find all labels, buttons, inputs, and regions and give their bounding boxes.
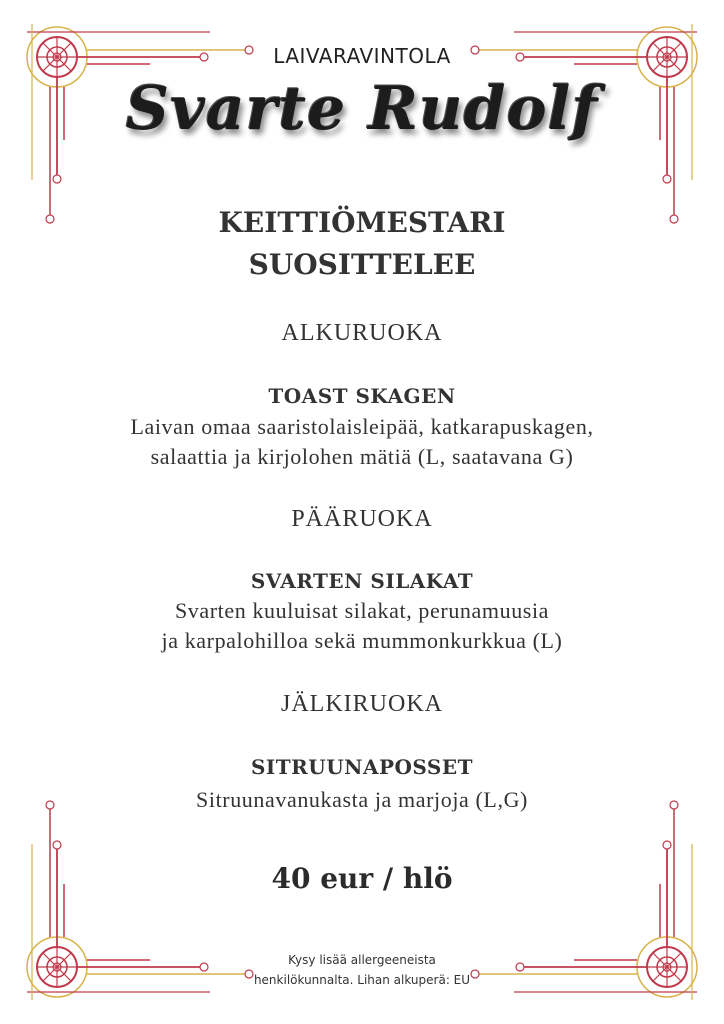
restaurant-logo: Svarte Rudolf xyxy=(125,74,599,144)
menu-price: 40 eur / hlö xyxy=(271,862,453,895)
course-label-starter: ALKURUOKA xyxy=(281,320,443,346)
course-label-main: PÄÄRUOKA xyxy=(291,506,433,532)
dish-description-line: salaattia ja kirjolohen mätiä (L, saatavana G) xyxy=(150,444,574,469)
heading-line-2: SUOSITTELEE xyxy=(248,248,476,281)
allergen-note xyxy=(0,950,724,990)
dish-description-line: Sitruunavanukasta ja marjoja (L,G) xyxy=(196,787,528,812)
dish-description-dessert xyxy=(0,785,724,815)
course-label-dessert: JÄLKIRUOKA xyxy=(281,691,443,717)
dish-description-main xyxy=(0,596,724,656)
dish-description-line: Svarten kuuluisat silakat, perunamuusia xyxy=(174,598,550,623)
page-heading xyxy=(0,202,724,286)
dish-description-line: Laivan omaa saaristolaisleipää, katkarapuskagen, xyxy=(130,414,594,439)
dish-description-starter xyxy=(0,412,724,472)
heading-line-1: KEITTIÖMESTARI xyxy=(218,206,506,239)
allergen-note-line-2: henkilökunnalta. Lihan alkuperä: EU xyxy=(253,973,471,987)
dish-description-line: ja karpalohilloa sekä mummonkurkkua (L) xyxy=(161,628,563,653)
restaurant-subtitle: LAIVARAVINTOLA xyxy=(273,44,451,68)
dish-name-main: SVARTEN SILAKAT xyxy=(250,569,474,593)
dish-name-starter: TOAST SKAGEN xyxy=(268,384,456,408)
allergen-note-line-1: Kysy lisää allergeeneista xyxy=(288,953,436,967)
dish-name-dessert: SITRUUNAPOSSET xyxy=(250,755,474,779)
